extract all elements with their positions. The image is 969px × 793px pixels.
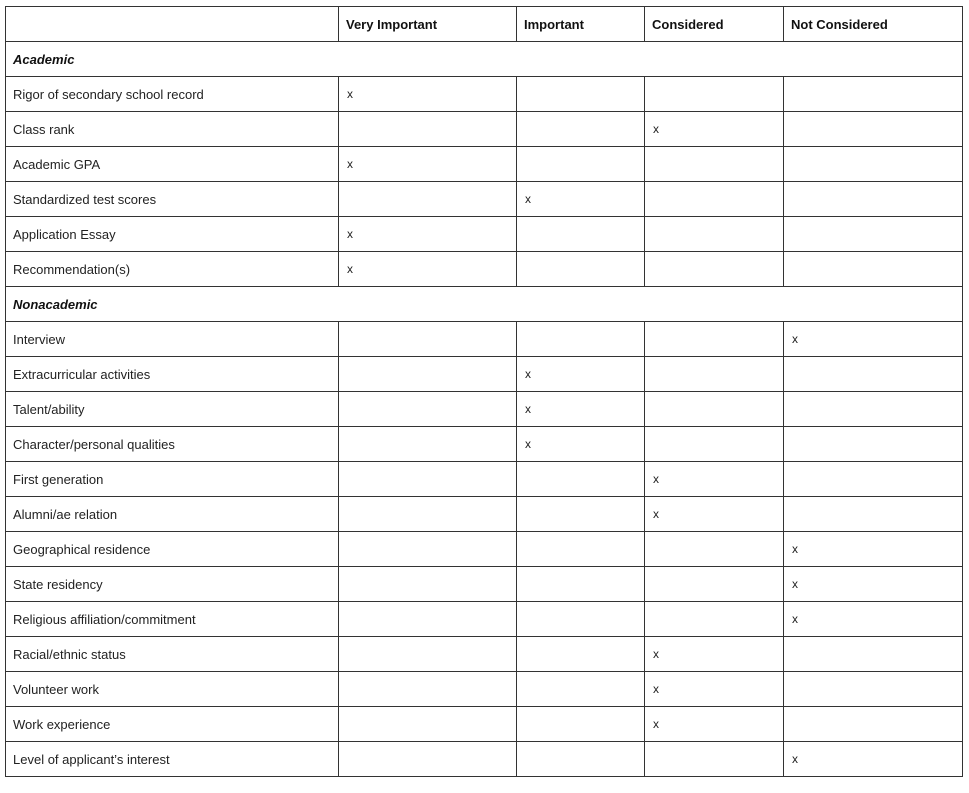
considered-cell xyxy=(645,252,784,287)
table-row xyxy=(6,707,963,742)
considered-cell xyxy=(645,532,784,567)
not-considered-cell xyxy=(784,707,963,742)
considered-cell xyxy=(645,602,784,637)
not-considered-cell: x xyxy=(784,532,963,567)
very-important-cell xyxy=(339,742,517,777)
admission-factors-table xyxy=(5,6,963,777)
not-considered-cell xyxy=(784,77,963,112)
factor-label: Rigor of secondary school record xyxy=(6,77,339,112)
factor-label: Talent/ability xyxy=(6,392,339,427)
section-label: Nonacademic xyxy=(6,287,963,322)
factor-label: Class rank xyxy=(6,112,339,147)
section-label: Academic xyxy=(6,42,963,77)
table-row xyxy=(6,217,963,252)
not-considered-cell xyxy=(784,147,963,182)
considered-cell: x xyxy=(645,637,784,672)
factor-label: Geographical residence xyxy=(6,532,339,567)
not-considered-cell xyxy=(784,637,963,672)
section-row xyxy=(6,287,963,322)
important-cell xyxy=(517,672,645,707)
important-cell: x xyxy=(517,392,645,427)
not-considered-cell xyxy=(784,217,963,252)
considered-cell xyxy=(645,147,784,182)
very-important-cell xyxy=(339,532,517,567)
section-row xyxy=(6,42,963,77)
table-row xyxy=(6,322,963,357)
considered-cell: x xyxy=(645,462,784,497)
table-row xyxy=(6,497,963,532)
factor-label: State residency xyxy=(6,567,339,602)
considered-cell xyxy=(645,182,784,217)
not-considered-cell xyxy=(784,182,963,217)
header-considered: Considered xyxy=(645,7,784,42)
not-considered-cell: x xyxy=(784,742,963,777)
factor-label: Academic GPA xyxy=(6,147,339,182)
very-important-cell xyxy=(339,602,517,637)
considered-cell xyxy=(645,742,784,777)
table-row xyxy=(6,252,963,287)
factor-label: Level of applicant’s interest xyxy=(6,742,339,777)
not-considered-cell xyxy=(784,672,963,707)
very-important-cell xyxy=(339,392,517,427)
header-important: Important xyxy=(517,7,645,42)
table-row xyxy=(6,532,963,567)
very-important-cell xyxy=(339,567,517,602)
important-cell xyxy=(517,217,645,252)
factor-label: Extracurricular activities xyxy=(6,357,339,392)
factor-label: First generation xyxy=(6,462,339,497)
factor-label: Character/personal qualities xyxy=(6,427,339,462)
very-important-cell xyxy=(339,182,517,217)
factor-label: Work experience xyxy=(6,707,339,742)
table-row xyxy=(6,357,963,392)
not-considered-cell xyxy=(784,112,963,147)
very-important-cell: x xyxy=(339,217,517,252)
important-cell xyxy=(517,497,645,532)
header-very-important: Very Important xyxy=(339,7,517,42)
table-row xyxy=(6,427,963,462)
table-row xyxy=(6,637,963,672)
important-cell xyxy=(517,567,645,602)
not-considered-cell xyxy=(784,427,963,462)
important-cell: x xyxy=(517,427,645,462)
very-important-cell xyxy=(339,112,517,147)
very-important-cell xyxy=(339,462,517,497)
very-important-cell xyxy=(339,497,517,532)
very-important-cell: x xyxy=(339,77,517,112)
important-cell xyxy=(517,77,645,112)
not-considered-cell xyxy=(784,462,963,497)
considered-cell: x xyxy=(645,497,784,532)
table-row xyxy=(6,147,963,182)
header-factor xyxy=(6,7,339,42)
considered-cell: x xyxy=(645,707,784,742)
factor-label: Volunteer work xyxy=(6,672,339,707)
not-considered-cell: x xyxy=(784,567,963,602)
header-not-considered: Not Considered xyxy=(784,7,963,42)
table-row xyxy=(6,462,963,497)
important-cell xyxy=(517,252,645,287)
table-row xyxy=(6,742,963,777)
factor-label: Alumni/ae relation xyxy=(6,497,339,532)
factor-label: Application Essay xyxy=(6,217,339,252)
important-cell xyxy=(517,532,645,567)
table-row xyxy=(6,672,963,707)
important-cell xyxy=(517,322,645,357)
factor-label: Racial/ethnic status xyxy=(6,637,339,672)
important-cell xyxy=(517,112,645,147)
important-cell: x xyxy=(517,357,645,392)
important-cell xyxy=(517,707,645,742)
considered-cell xyxy=(645,427,784,462)
not-considered-cell xyxy=(784,357,963,392)
very-important-cell xyxy=(339,427,517,462)
considered-cell xyxy=(645,322,784,357)
considered-cell xyxy=(645,567,784,602)
considered-cell xyxy=(645,357,784,392)
important-cell xyxy=(517,742,645,777)
not-considered-cell xyxy=(784,392,963,427)
very-important-cell xyxy=(339,357,517,392)
factor-label: Recommendation(s) xyxy=(6,252,339,287)
factor-label: Standardized test scores xyxy=(6,182,339,217)
factor-label: Interview xyxy=(6,322,339,357)
important-cell xyxy=(517,637,645,672)
table-row xyxy=(6,182,963,217)
important-cell xyxy=(517,602,645,637)
table-row xyxy=(6,112,963,147)
table-row xyxy=(6,602,963,637)
very-important-cell xyxy=(339,637,517,672)
considered-cell: x xyxy=(645,672,784,707)
very-important-cell xyxy=(339,322,517,357)
very-important-cell xyxy=(339,707,517,742)
header-row xyxy=(6,7,963,42)
important-cell: x xyxy=(517,182,645,217)
considered-cell: x xyxy=(645,112,784,147)
table-row xyxy=(6,77,963,112)
very-important-cell: x xyxy=(339,252,517,287)
not-considered-cell: x xyxy=(784,602,963,637)
very-important-cell: x xyxy=(339,147,517,182)
considered-cell xyxy=(645,77,784,112)
table-row xyxy=(6,392,963,427)
factor-label: Religious affiliation/commitment xyxy=(6,602,339,637)
not-considered-cell xyxy=(784,497,963,532)
not-considered-cell xyxy=(784,252,963,287)
considered-cell xyxy=(645,392,784,427)
not-considered-cell: x xyxy=(784,322,963,357)
table-row xyxy=(6,567,963,602)
considered-cell xyxy=(645,217,784,252)
important-cell xyxy=(517,462,645,497)
table-body xyxy=(6,42,963,777)
very-important-cell xyxy=(339,672,517,707)
important-cell xyxy=(517,147,645,182)
